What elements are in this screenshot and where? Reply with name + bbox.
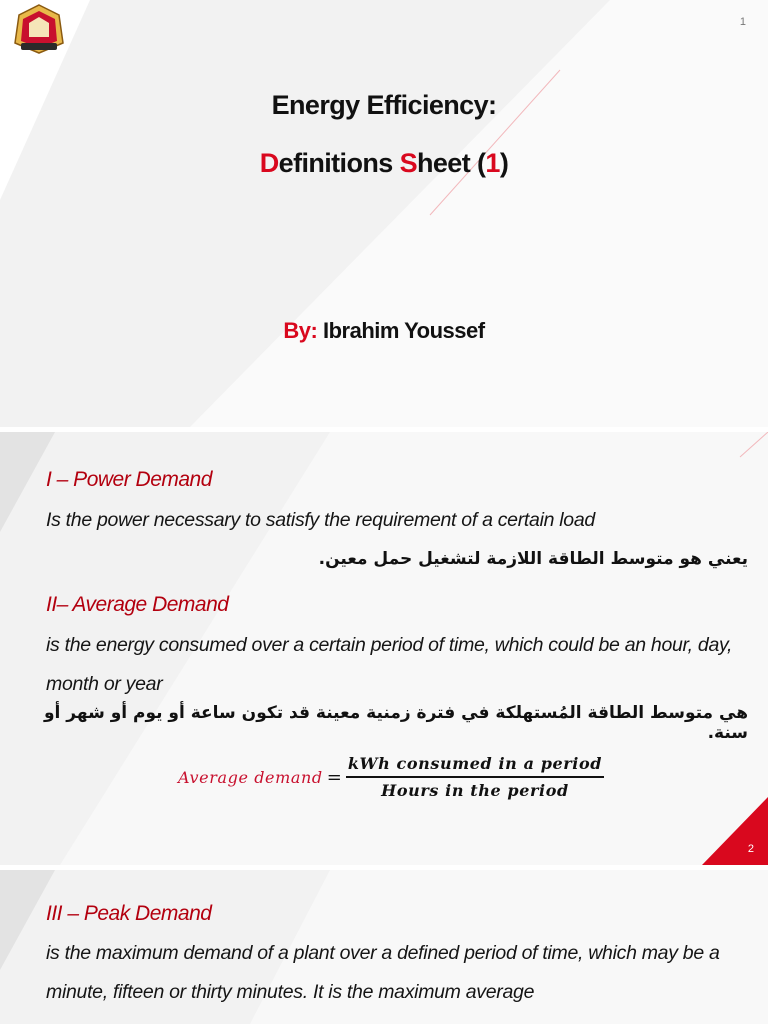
- title-segment: 1: [485, 148, 500, 178]
- title-segment: ): [499, 148, 509, 178]
- title-segment: D: [259, 148, 279, 178]
- text-power-demand: Is the power necessary to satisfy the requirement of a certain load: [46, 509, 595, 531]
- by-label: By:: [283, 318, 318, 343]
- formula-equals: =: [326, 766, 342, 788]
- formula-denominator: Hours in the period: [381, 780, 569, 800]
- title-slide: [0, 0, 768, 427]
- title-segment: S: [399, 148, 417, 178]
- byline: [0, 318, 768, 344]
- title-line-2: [0, 148, 768, 179]
- heading-average-demand: II– Average Demand: [46, 593, 229, 616]
- slide-number: 1: [739, 16, 746, 28]
- average-demand-formula: [178, 752, 604, 802]
- text-average-demand: is the energy consumed over a certain period of time, which could be an hour, day, month or year: [46, 634, 733, 695]
- heading-power-demand: I – Power Demand: [46, 468, 212, 491]
- slide-background: [0, 0, 768, 427]
- university-crest-icon: [11, 3, 67, 55]
- text-peak-demand: is the maximum demand of a plant over a defined period of time, which may be a minute, fifteen or thirty minutes. It is the maximum average: [46, 942, 720, 1003]
- formula-lhs: Average demand: [178, 767, 323, 787]
- slide-number: 2: [747, 843, 754, 855]
- title-segment: efinitions: [278, 148, 400, 178]
- heading-peak-demand: III – Peak Demand: [46, 902, 212, 925]
- author-name: Ibrahim Youssef: [322, 318, 485, 343]
- formula-fraction: [346, 754, 604, 800]
- arabic-power-demand: يعني هو متوسط الطاقة اللازمة لتشغيل حمل معين.: [318, 549, 748, 569]
- arabic-average-demand: هي متوسط الطاقة المُستهلكة في فترة زمنية معينة قد تكون ساعة أو يوم أو شهر أو سنة.: [43, 703, 748, 743]
- title-line-1: Energy Efficiency:: [271, 90, 497, 120]
- formula-numerator: kWh consumed in a period: [347, 754, 603, 774]
- definitions-slide: [0, 432, 768, 865]
- title-segment: heet (: [416, 148, 486, 178]
- definitions-slide-continued: [0, 870, 768, 1024]
